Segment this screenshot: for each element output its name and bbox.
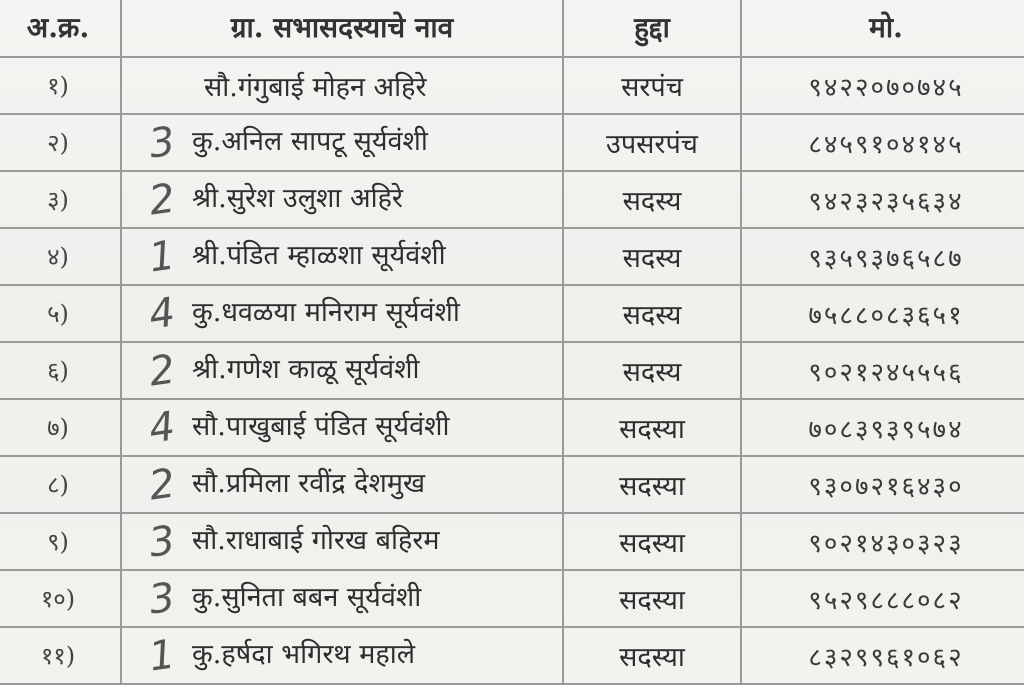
row-post: सदस्या [563, 399, 741, 456]
member-name: सौ.पाखुबाई पंडित सूर्यवंशी [192, 411, 450, 442]
header-row [0, 0, 1024, 57]
handwritten-mark: 3 [146, 516, 178, 567]
handwritten-mark: 3 [146, 117, 178, 168]
row-name-cell [121, 228, 563, 285]
row-name-cell [121, 456, 563, 513]
row-mobile: ७५८८०८३६५१ [741, 285, 1024, 342]
handwritten-mark: 1 [146, 630, 178, 681]
table-row [0, 513, 1024, 570]
row-name-cell [121, 342, 563, 399]
table-row [0, 456, 1024, 513]
header-post: हुद्दा [563, 0, 741, 57]
member-name: श्री.गणेश काळू सूर्यवंशी [192, 354, 420, 385]
row-post: उपसरपंच [563, 114, 741, 171]
header-name: ग्रा. सभासदस्याचे नाव [121, 0, 563, 57]
member-name: कु.अनिल सापटू सूर्यवंशी [192, 126, 428, 157]
row-name-cell [121, 399, 563, 456]
row-serial: ११) [0, 627, 121, 684]
row-serial: २) [0, 114, 121, 171]
table-row [0, 171, 1024, 228]
row-mobile: ७०८३९३९५७४ [741, 399, 1024, 456]
row-post: सदस्या [563, 570, 741, 627]
row-mobile: ९५२९८८८०८२ [741, 570, 1024, 627]
row-name-cell [121, 171, 563, 228]
row-serial: ८) [0, 456, 121, 513]
row-mobile: ९४२३२३५६३४ [741, 171, 1024, 228]
table-row [0, 342, 1024, 399]
handwritten-mark: 4 [146, 402, 178, 453]
row-mobile: ८४५९१०४१४५ [741, 114, 1024, 171]
row-serial: १०) [0, 570, 121, 627]
row-mobile: ९०२१२४५५५६ [741, 342, 1024, 399]
table-body [0, 57, 1024, 684]
row-post: सदस्या [563, 456, 741, 513]
row-post: सरपंच [563, 57, 741, 114]
row-post: सदस्य [563, 171, 741, 228]
handwritten-mark: 3 [146, 573, 178, 624]
handwritten-mark: 4 [146, 288, 178, 339]
row-post: सदस्य [563, 342, 741, 399]
row-post: सदस्य [563, 228, 741, 285]
handwritten-mark: 1 [146, 231, 178, 282]
table-header [0, 0, 1024, 57]
row-name-cell [121, 114, 563, 171]
row-serial: ४) [0, 228, 121, 285]
table-row [0, 399, 1024, 456]
table-row [0, 627, 1024, 684]
row-name-cell [121, 570, 563, 627]
table-row [0, 285, 1024, 342]
member-name: सौ.राधाबाई गोरख बहिरम [192, 525, 440, 556]
table-row [0, 570, 1024, 627]
row-post: सदस्या [563, 513, 741, 570]
row-post: सदस्या [563, 627, 741, 684]
member-name: कु.हर्षदा भगिरथ महाले [192, 639, 416, 670]
member-name: सौ.गंगुबाई मोहन अहिरे [204, 72, 427, 103]
handwritten-mark: 2 [146, 174, 178, 225]
row-serial: ५) [0, 285, 121, 342]
row-mobile: ९४२२०७०७४५ [741, 57, 1024, 114]
member-name: श्री.पंडित म्हाळशा सूर्यवंशी [192, 240, 446, 271]
table-row [0, 228, 1024, 285]
table-row [0, 57, 1024, 114]
header-mobile: मो. [741, 0, 1024, 57]
row-name-cell [121, 513, 563, 570]
row-name-cell [121, 285, 563, 342]
member-name: कु.सुनिता बबन सूर्यवंशी [192, 582, 422, 613]
row-serial: १) [0, 57, 121, 114]
row-mobile: ९३५९३७६५८७ [741, 228, 1024, 285]
member-name: श्री.सुरेश उलुशा अहिरे [192, 183, 403, 214]
header-serial: अ.क्र. [0, 0, 121, 57]
row-post: सदस्य [563, 285, 741, 342]
handwritten-mark: 2 [146, 459, 178, 510]
table-row [0, 114, 1024, 171]
row-name-cell [121, 57, 563, 114]
member-name: सौ.प्रमिला रवींद्र देशमुख [192, 468, 426, 499]
row-mobile: ९०२१४३०३२३ [741, 513, 1024, 570]
row-serial: ७) [0, 399, 121, 456]
row-mobile: ९३०७२१६४३० [741, 456, 1024, 513]
row-name-cell [121, 627, 563, 684]
row-serial: ९) [0, 513, 121, 570]
handwritten-mark: 2 [146, 345, 178, 396]
member-name: कु.धवळया मनिराम सूर्यवंशी [192, 297, 460, 328]
row-serial: ६) [0, 342, 121, 399]
row-serial: ३) [0, 171, 121, 228]
row-mobile: ८३२९९६१०६२ [741, 627, 1024, 684]
